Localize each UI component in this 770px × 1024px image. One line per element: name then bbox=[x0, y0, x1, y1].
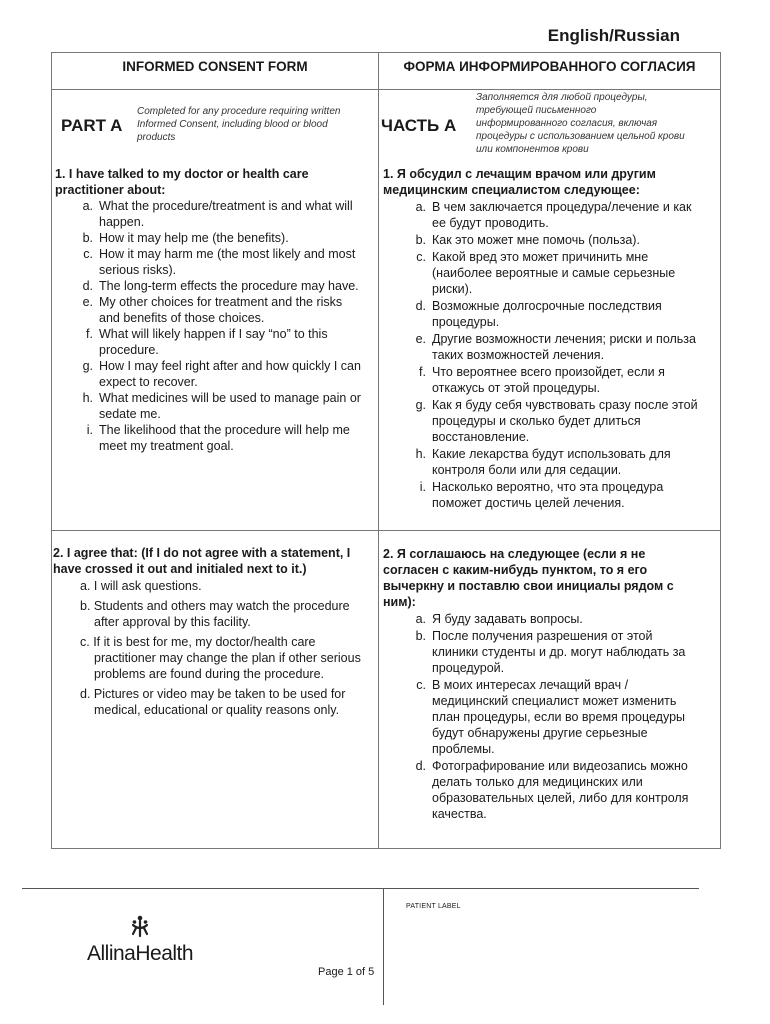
list-letter: b. bbox=[415, 233, 426, 247]
list-item bbox=[55, 230, 377, 246]
list-item bbox=[80, 598, 378, 630]
list-item bbox=[383, 758, 718, 822]
header-row-divider bbox=[51, 89, 721, 90]
list-item bbox=[80, 578, 378, 594]
list-item-line: Какой вред это может причинить мне bbox=[432, 250, 649, 264]
list-letter: d. bbox=[415, 759, 426, 773]
list-letter: i. bbox=[86, 423, 93, 437]
russian-section1-list bbox=[383, 199, 718, 512]
list-item bbox=[55, 278, 377, 294]
list-item bbox=[55, 422, 377, 454]
list-letter: b. bbox=[82, 231, 93, 245]
list-item bbox=[55, 246, 377, 278]
list-item-line: Как это может мне помочь (польза). bbox=[432, 233, 640, 247]
russian-section2-title: 2. Я соглашаюсь на следующее (если я не согласен с каким-нибудь пунктом, то я его вычеркну и поставлю свои инициалы рядом с ним): bbox=[383, 547, 674, 609]
list-item-line: делать только для медицинских или bbox=[432, 775, 643, 789]
list-item-line: В моих интересах лечащий врач / bbox=[432, 678, 629, 692]
list-item-line: ее будут проводить. bbox=[432, 216, 549, 230]
english-form-title: INFORMED CONSENT FORM bbox=[122, 59, 308, 74]
list-letter: d. bbox=[82, 279, 93, 293]
russian-part-label: ЧАСТЬ А bbox=[381, 116, 457, 135]
list-letter: g. bbox=[82, 359, 93, 373]
list-item-line: expect to recover. bbox=[99, 375, 198, 389]
list-item-line: Возможные долгосрочные последствия bbox=[432, 299, 662, 313]
list-item-line: How it may harm me (the most likely and most bbox=[99, 247, 356, 261]
list-item-line: контроля боли или для седации. bbox=[432, 463, 622, 477]
list-item-line: The long-term effects the procedure may have. bbox=[99, 279, 359, 293]
list-item-line: Какие лекарства будут использовать для bbox=[432, 447, 671, 461]
list-item bbox=[383, 232, 718, 248]
list-item bbox=[55, 198, 377, 230]
list-item bbox=[383, 364, 718, 396]
list-item-line: проблемы. bbox=[432, 742, 495, 756]
list-item-line: meet my treatment goal. bbox=[99, 439, 234, 453]
list-item-line: sedate me. bbox=[99, 407, 161, 421]
list-item-line: b. Students and others may watch the procedure bbox=[80, 599, 350, 613]
russian-section2-list bbox=[383, 611, 718, 823]
list-item-line: восстановление. bbox=[432, 430, 530, 444]
list-item bbox=[383, 677, 718, 757]
list-letter: h. bbox=[82, 391, 93, 405]
patient-label-divider bbox=[383, 889, 384, 1005]
list-item bbox=[383, 249, 718, 297]
list-letter: a. bbox=[82, 199, 93, 213]
language-label: English/Russian bbox=[547, 26, 680, 45]
list-item-line: план процедуры, если во время процедуры bbox=[432, 710, 686, 724]
list-letter: c. bbox=[416, 250, 426, 264]
list-item bbox=[383, 199, 718, 231]
list-item-line: and benefits of those choices. bbox=[99, 311, 265, 325]
list-item bbox=[80, 634, 378, 682]
list-item bbox=[383, 298, 718, 330]
list-item bbox=[383, 479, 718, 511]
list-item bbox=[55, 294, 377, 326]
list-item-line: будут обнаружены другие серьезные bbox=[432, 726, 648, 740]
english-section1-title: 1. I have talked to my doctor or health care practitioner about: bbox=[55, 167, 309, 197]
list-item-line: What will likely happen if I say “no” to this bbox=[99, 327, 328, 341]
list-item-line: процедурой. bbox=[432, 661, 505, 675]
list-item-line: a. I will ask questions. bbox=[80, 579, 202, 593]
list-item bbox=[383, 628, 718, 676]
list-item-line: after approval by this facility. bbox=[94, 615, 251, 629]
list-letter: a. bbox=[415, 200, 426, 214]
list-item-line: откажусь от этой процедуры. bbox=[432, 381, 601, 395]
list-item-line: В чем заключается процедура/лечение и как bbox=[432, 200, 692, 214]
list-letter: i. bbox=[419, 480, 426, 494]
list-item-line: My other choices for treatment and the risks bbox=[99, 295, 343, 309]
list-item bbox=[383, 446, 718, 478]
list-letter: e. bbox=[82, 295, 93, 309]
list-item-line: problems are found during the procedure. bbox=[94, 667, 325, 681]
list-item-line: Как я буду себя чувствовать сразу после этой bbox=[432, 398, 698, 412]
list-item bbox=[80, 686, 378, 718]
list-letter: e. bbox=[415, 332, 426, 346]
english-section1-list bbox=[55, 198, 377, 454]
list-item-line: medical, educational or quality reasons only. bbox=[94, 703, 340, 717]
list-letter: f. bbox=[86, 327, 93, 341]
list-item-line: serious risks). bbox=[99, 263, 177, 277]
russian-form-title: ФОРМА ИНФОРМИРОВАННОГО СОГЛАСИЯ bbox=[403, 59, 696, 74]
allina-health-logo bbox=[87, 914, 250, 966]
list-item-line: клиники студенты и др. могут наблюдать за bbox=[432, 645, 686, 659]
list-letter: a. bbox=[415, 612, 426, 626]
english-section2-title: 2. I agree that: (If I do not agree with a statement, I have crossed it out and initialed next to it.) bbox=[53, 546, 351, 576]
list-item-line: Что вероятнее всего произойдет, если я bbox=[432, 365, 665, 379]
patient-label: PATIENT LABEL bbox=[406, 903, 461, 910]
list-letter: b. bbox=[415, 629, 426, 643]
page-number: Page 1 of 5 bbox=[318, 966, 375, 978]
list-item-line: procedure. bbox=[99, 343, 159, 357]
list-item-line: What medicines will be used to manage pain or bbox=[99, 391, 361, 405]
list-item bbox=[55, 390, 377, 422]
list-item bbox=[55, 326, 377, 358]
list-letter: f. bbox=[419, 365, 426, 379]
list-item-line: качества. bbox=[432, 807, 487, 821]
english-part-label: PART A bbox=[61, 116, 123, 135]
list-item-line: риски). bbox=[432, 282, 473, 296]
list-item bbox=[383, 331, 718, 363]
list-item-line: Фотографирование или видеозапись можно bbox=[432, 759, 688, 773]
list-item bbox=[383, 397, 718, 445]
list-item-line: поможет достичь целей лечения. bbox=[432, 496, 625, 510]
list-item-line: The likelihood that the procedure will help me bbox=[99, 423, 350, 437]
list-item-line: процедуры и сколько будет длиться bbox=[432, 414, 641, 428]
list-item-line: What the procedure/treatment is and what will bbox=[99, 199, 353, 213]
list-item-line: d. Pictures or video may be taken to be used for bbox=[80, 687, 346, 701]
list-item-line: How I may feel right after and how quickly I can bbox=[99, 359, 361, 373]
list-letter: h. bbox=[415, 447, 426, 461]
list-item-line: После получения разрешения от этой bbox=[432, 629, 653, 643]
list-item-line: How it may help me (the benefits). bbox=[99, 231, 289, 245]
russian-section1-title: 1. Я обсудил с лечащим врачом или другим медицинским специалистом следующее: bbox=[383, 167, 656, 197]
list-item-line: образовательных целей, либо для контроля bbox=[432, 791, 689, 805]
allina-health-wordmark: AllinaHealth bbox=[87, 942, 194, 965]
list-item-line: процедуры. bbox=[432, 315, 500, 329]
section-divider-left bbox=[51, 530, 721, 531]
list-item-line: c. If it is best for me, my doctor/health care bbox=[80, 635, 316, 649]
list-item-line: (наиболее вероятные и самые серьезные bbox=[432, 266, 676, 280]
footer-divider bbox=[22, 888, 699, 889]
list-item-line: медицинский специалист может изменить bbox=[432, 694, 677, 708]
list-letter: c. bbox=[416, 678, 426, 692]
english-section2-list bbox=[80, 578, 378, 722]
list-item-line: happen. bbox=[99, 215, 145, 229]
list-item-line: practitioner may change the plan if other serious bbox=[94, 651, 361, 665]
list-letter: d. bbox=[415, 299, 426, 313]
list-item bbox=[55, 358, 377, 390]
russian-part-note: Заполняется для любой процедуры, требующей письменного информированного согласия, включая процедуры с использованием цельной крови или компонентов крови bbox=[476, 92, 685, 155]
list-letter: g. bbox=[415, 398, 426, 412]
column-divider bbox=[378, 52, 379, 849]
list-item-line: Другие возможности лечения; риски и польза bbox=[432, 332, 696, 346]
list-item-line: Я буду задавать вопросы. bbox=[432, 612, 583, 626]
list-item bbox=[383, 611, 718, 627]
allina-figures-icon bbox=[130, 914, 250, 940]
list-letter: c. bbox=[83, 247, 93, 261]
list-item-line: Насколько вероятно, что эта процедура bbox=[432, 480, 664, 494]
english-part-note: Completed for any procedure requiring written Informed Consent, including blood or blood products bbox=[137, 106, 341, 143]
list-item-line: таких возможностей лечения. bbox=[432, 348, 605, 362]
